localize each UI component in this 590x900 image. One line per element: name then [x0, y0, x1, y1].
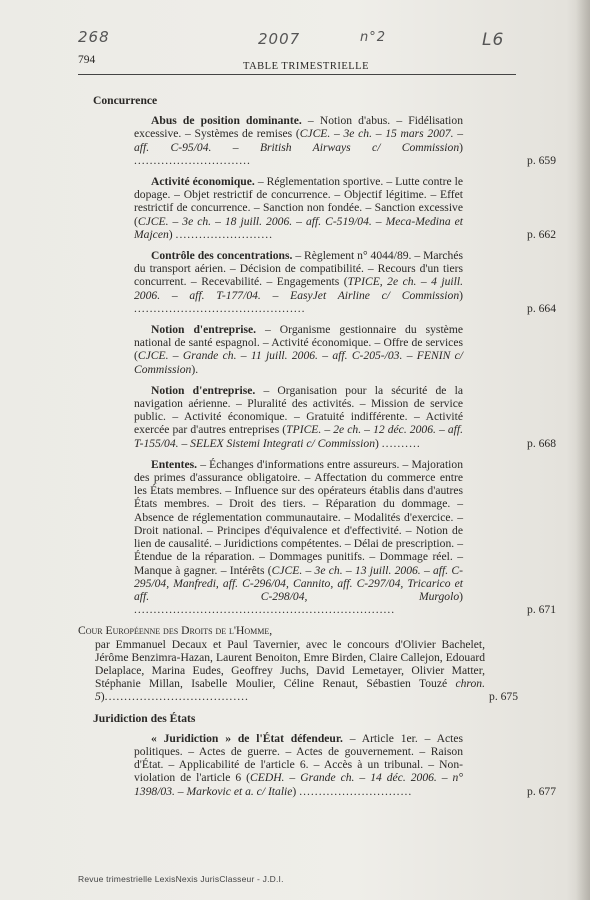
entry-page-ref: p. 664 [527, 301, 556, 315]
entry-page-ref: p. 677 [527, 784, 556, 798]
running-title: TABLE TRIMESTRIELLE [243, 61, 369, 72]
entry-citation: CJCE. – Grande ch. – 11 juill. 2006. – aff. C-205-/03. – FENIN c/ Commission [134, 349, 463, 376]
section-heading-concurrence: Concurrence [93, 94, 158, 107]
entry-citation: CJCE. – 3e ch. – 15 mars 2007. – aff. C-95/04. – British Airways c/ Commission [134, 127, 463, 154]
page-footer: Revue trimestrielle LexisNexis JurisClasseur - J.D.I. [78, 874, 284, 884]
entry-page-ref: p. 668 [527, 436, 556, 450]
court-contributors: par Emmanuel Decaux et Paul Tavernier, avec le concours d'Olivier Bachelet, Jérôme Benzimra-Hazan, Laurent Benoiton, Emre Birden, Claire Callejon, Edouard Delaplace, Marina Eudes, Geoffrey Juchs, David Lemetayer, Olivier Matter, Stéphanie Millan, Isabelle Moulier, Céline Renaut, Sébastien Touzé [95, 637, 485, 691]
index-entry: « Juridiction » de l'État défendeur. – Article 1er. – Actes politiques. – Actes de guerre. – Actes de gouvernement. – Raison d'État. – Applicabilité de l'article 6. – Accès à un tribunal. – Non-violation de l'article 6 (CEDH. – Grande ch. – 14 déc. 2006. – n° 1398/03. – Markovic et a. c/ Italie) ............................. p. 677 [134, 731, 556, 798]
page-edge-shadow [576, 0, 590, 900]
index-entry: Contrôle des concentrations. – Règlement n° 4044/89. – Marchés du transport aérien. – Décision de compatibilité. – Recours d'un tiers concurrent. – Recevabilité. – Engagements (TPICE, 2e ch. – 4 juill. 2006. – aff. T-177/04. – EasyJet Airline c/ Commission) ............................................ p. 664 [134, 249, 556, 315]
court-chronicle: chron. 5 [95, 677, 485, 704]
entry-body: – Organisation pour la sécurité de la navigation aérienne. – Pluralité des activités. – Mission de service public. – Activité économique. – Gratuité indifférente. – Activité exercée par d'autres entreprises ( [134, 383, 463, 437]
table-content [78, 94, 556, 806]
entry-citation: TPICE, 2e ch. – 4 juill. 2006. – aff. T-177/04. – EasyJet Airline c/ Commission [134, 275, 463, 302]
index-entry: Ententes. – Échanges d'informations entre assureurs. – Majoration des primes d'assurance obligatoire. – Affectation du commerce entre les États membres. – Influence sur des opérateurs établis dans d'autres États membres. – Droit des tiers. – Réparation du dommage. – Absence de réglementation communautaire. – Modalités d'exercice. – Droit national. – Principes d'équivalence et d'effectivité. – Notion de lien de causalité. – Juridictions compétentes. – Délai de prescription. – Étendue de la réparation. – Dommages punitifs. – Dommage réel. – Manque à gagner. – Intérêts (CJCE. – 3e ch. – 13 juill. 2006. – aff. C-295/04, Manfredi, aff. C-296/04, Cannito, aff. C-297/04, Tricarico et aff. C-298/04, Murgolo) ................................................................... p. 671 [134, 457, 556, 617]
handwritten-ref-2: 2007 [258, 30, 301, 48]
entry-citation: TPICE. – 2e ch. – 12 déc. 2006. – aff. T-155/04. – SELEX Sistemi Integrati c/ Commission [134, 423, 463, 450]
entry-body: – Organisme gestionnaire du système national de santé espagnol. – Activité économique. – Offre de services ( [134, 323, 463, 363]
entry-title: Activité économique. [151, 175, 255, 189]
court-page-ref: p. 675 [489, 690, 518, 704]
handwritten-ref-4: L6 [482, 30, 505, 50]
index-entry: Notion d'entreprise. – Organisation pour la sécurité de la navigation aérienne. – Pluralité des activités. – Mission de service public. – Activité économique. – Gratuité indifférente. – Activité exercée par d'autres entreprises (TPICE. – 2e ch. – 12 déc. 2006. – aff. T-155/04. – SELEX Sistemi Integrati c/ Commission) .......... p. 668 [134, 383, 556, 450]
page-number: 794 [78, 54, 96, 66]
entry-citation: CJCE. – 3e ch. – 18 juill. 2006. – aff. C-519/04. – Meca-Medina et Majcen [134, 214, 463, 241]
court-entry: Cour Européenne des Droits de l'Homme, par Emmanuel Decaux et Paul Tavernier, avec le concours d'Olivier Bachelet, Jérôme Benzimra-Hazan, Laurent Benoiton, Emre Birden, Claire Callejon, Edouard Delaplace, Marina Eudes, Geoffrey Juchs, David Lemetayer, Olivier Matter, Stéphanie Millan, Isabelle Moulier, Céline Renaut, Sébastien Touzé chron. 5)..................................... p. 675 [78, 624, 518, 704]
entry-page-ref: p. 671 [527, 603, 556, 617]
entry-title: Notion d'entreprise. [151, 383, 256, 397]
entry-citation: CEDH. – Grande ch. – 14 déc. 2006. – n° 1398/03. – Markovic et a. c/ Italie [134, 771, 463, 798]
entry-body: – Règlement n° 4044/89. – Marchés du transport aérien. – Décision de compatibilité. – Recours d'un tiers concurrent. – Recevabilité. – Engagements ( [134, 249, 463, 289]
index-entry: Notion d'entreprise. – Organisme gestionnaire du système national de santé espagnol. – Activité économique. – Offre de services (CJCE. – Grande ch. – 11 juill. 2006. – aff. C-205-/03. – FENIN c/ Commission). [134, 323, 463, 376]
entry-title: Contrôle des concentrations. [151, 249, 293, 263]
entry-body: – Échanges d'informations entre assureurs. – Majoration des primes d'assurance obligatoire. – Affectation du commerce entre les États membres. – Influence sur des opérateurs établis dans d'autres États membres. – Droit des tiers. – Réparation du dommage. – Absence de réglementation communautaire. – Modalités d'exercice. – Droit national. – Principes d'équivalence et d'effectivité. – Notion de lien de causalité. – Juridictions compétentes. – Délai de prescription. – Étendue de la réparation. – Dommages punitifs. – Dommage réel. – Manque à gagner. – Intérêts ( [134, 457, 463, 577]
section-heading-juridiction: Juridiction des États [93, 711, 196, 725]
entry-title: Notion d'entreprise. [151, 323, 257, 337]
index-entry: Activité économique. – Réglementation sportive. – Lutte contre le dopage. – Objet restrictif de concurrence. – Objectif légitime. – Effet restrictif de concurrence. – Sanction non fondée. – Sanction excessive (CJCE. – 3e ch. – 18 juill. 2006. – aff. C-519/04. – Meca-Medina et Majcen) ......................... p. 662 [134, 175, 556, 241]
entry-title: Abus de position dominante. [151, 114, 302, 128]
entry-body: – Notion d'abus. – Fidélisation excessive. – Systèmes de remises ( [134, 114, 463, 141]
court-name: Cour Européenne des Droits de l'Homme, [78, 624, 273, 638]
handwritten-ref-1: 268 [78, 28, 110, 46]
index-entry: Abus de position dominante. – Notion d'abus. – Fidélisation excessive. – Systèmes de remises (CJCE. – 3e ch. – 15 mars 2007. – aff. C-95/04. – British Airways c/ Commission) .............................. p. 659 [134, 114, 556, 167]
entry-page-ref: p. 662 [527, 227, 556, 241]
entry-page-ref: p. 659 [527, 153, 556, 167]
header-rule [78, 74, 516, 75]
handwritten-ref-3: n°2 [360, 30, 387, 45]
entry-body: – Article 1er. – Actes politiques. – Actes de guerre. – Actes de gouvernement. – Raison d'État. – Applicabilité de l'article 6. – Accès à un tribunal. – Non-violation de l'article 6 ( [134, 731, 463, 785]
entry-title: « Juridiction » de l'État défendeur. [151, 731, 343, 745]
entry-body: – Réglementation sportive. – Lutte contre le dopage. – Objet restrictif de concurrence. – Objectif légitime. – Effet restrictif de concurrence. – Sanction non fondée. – Sanction excessive ( [134, 175, 463, 228]
entry-citation: CJCE. – 3e ch. – 13 juill. 2006. – aff. C-295/04, Manfredi, aff. C-296/04, Cannito, aff. C-297/04, Tricarico et aff. C-298/04, Murgolo [134, 563, 463, 603]
entry-title: Ententes. [151, 457, 198, 471]
